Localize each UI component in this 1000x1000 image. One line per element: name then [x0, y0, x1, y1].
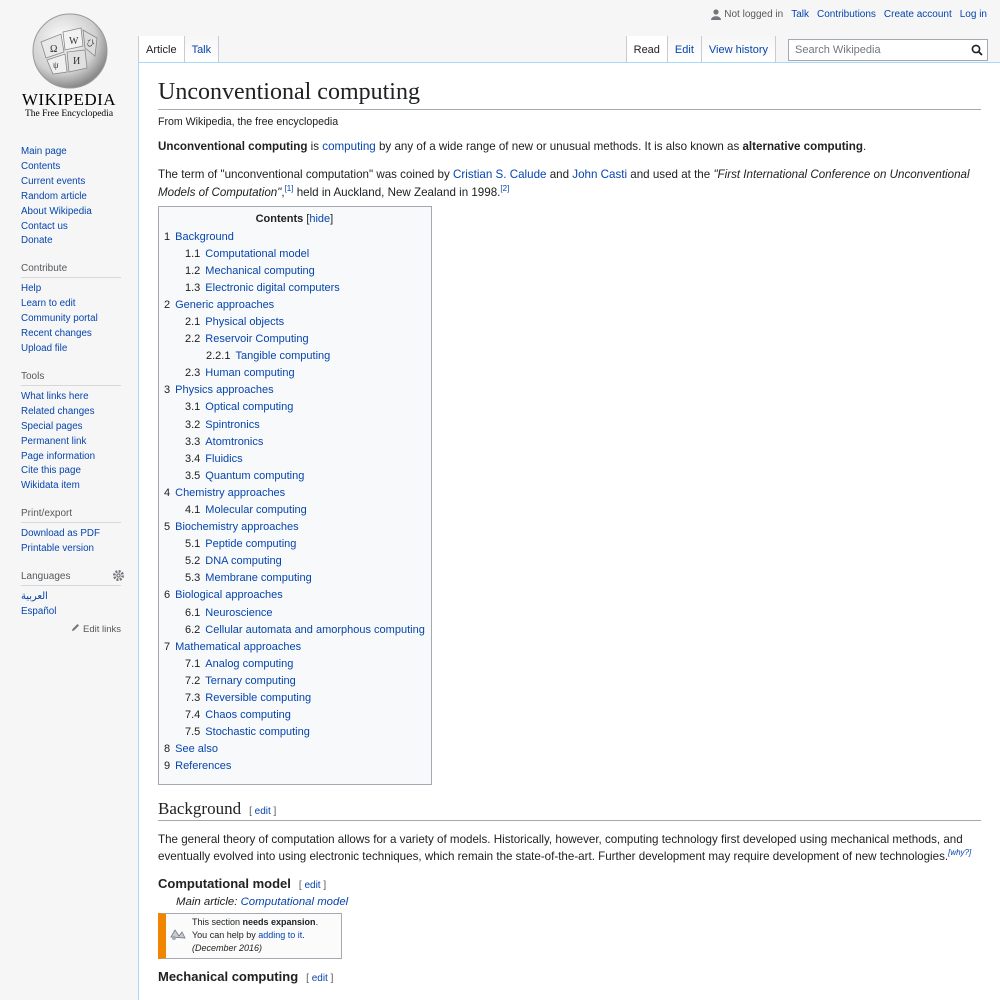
create-account-link[interactable]: Create account: [883, 9, 952, 20]
toc-link[interactable]: Membrane computing: [205, 572, 312, 585]
bold-term: Unconventional computing: [158, 139, 308, 153]
toc-item[interactable]: [164, 382, 425, 399]
toc-item[interactable]: [164, 348, 425, 365]
toc-link[interactable]: Neuroscience: [205, 606, 273, 619]
toc-item[interactable]: [164, 639, 425, 656]
toc-hide-link[interactable]: hide: [309, 212, 331, 225]
toc-number: 6.2: [185, 623, 201, 636]
toc-item[interactable]: [164, 536, 425, 553]
section-heading-computational-model: [158, 876, 981, 891]
sidebar-item-what-links-here[interactable]: What links here: [21, 390, 89, 402]
toc-link[interactable]: Human computing: [205, 367, 295, 380]
toc-number: 2.2: [185, 333, 201, 346]
toc-number: 2.2.1: [206, 350, 231, 363]
toc-item[interactable]: [164, 263, 425, 280]
search-placeholder: Search Wikipedia: [795, 44, 881, 56]
tab-read[interactable]: Read: [626, 36, 668, 62]
toc-item[interactable]: [164, 673, 425, 690]
toc-link[interactable]: DNA computing: [205, 555, 282, 568]
toc-number: 3.3: [185, 435, 201, 448]
edit-link[interactable]: edit: [311, 973, 328, 985]
toc-item[interactable]: [164, 365, 425, 382]
edit-section-computational-model[interactable]: [ edit ]: [298, 880, 327, 892]
edit-links[interactable]: [21, 623, 121, 635]
toc-item[interactable]: [164, 297, 425, 314]
toc-title: [164, 213, 425, 225]
text-run: is: [307, 139, 323, 153]
toc-number: 8: [164, 743, 171, 756]
toc-number: 5: [164, 521, 171, 534]
toc-link[interactable]: Optical computing: [205, 401, 294, 414]
adding-to-it-link[interactable]: adding to it: [258, 930, 303, 941]
bold-term: needs expansion: [242, 917, 316, 928]
sidebar-item-random-article[interactable]: Random article: [21, 190, 87, 202]
toc-list: [164, 229, 425, 776]
toc-link[interactable]: Physical objects: [205, 315, 285, 328]
ref-why[interactable]: [why?]: [948, 848, 972, 858]
toc-number: 2.3: [185, 367, 201, 380]
text-run: .: [302, 930, 305, 941]
article-content: [138, 62, 1000, 1000]
toc-number: 1.1: [185, 247, 201, 260]
toc-item[interactable]: [164, 690, 425, 707]
tab-view-history[interactable]: View history: [702, 36, 776, 62]
toc-item[interactable]: [164, 246, 425, 263]
toc-number: 5.2: [185, 555, 201, 568]
navigation-portal: [21, 145, 121, 249]
logo-tagline: The Free Encyclopedia: [24, 109, 114, 119]
toc-link[interactable]: Biological approaches: [175, 589, 283, 602]
anon-user: [711, 9, 783, 20]
text-run: ,: [281, 185, 285, 199]
text-run: .: [862, 139, 867, 153]
toc-item[interactable]: [164, 758, 425, 775]
ref-1[interactable]: [1]: [284, 183, 294, 193]
table-of-contents: [158, 206, 432, 785]
edit-section-background[interactable]: [ edit ]: [249, 805, 277, 817]
lead-paragraph-1: [158, 138, 981, 156]
text-run: held in Auckland, New Zealand in 1998.: [293, 185, 501, 199]
toc-link[interactable]: Peptide computing: [205, 538, 297, 551]
toc-number: 3.4: [185, 452, 201, 465]
personal-talk-link[interactable]: Talk: [791, 9, 809, 20]
toc-link[interactable]: Quantum computing: [205, 469, 305, 482]
sidebar-item-upload-file[interactable]: Upload file: [21, 342, 68, 354]
toc-item[interactable]: [164, 741, 425, 758]
toc-number: 3.2: [185, 418, 201, 431]
toc-item[interactable]: [164, 656, 425, 673]
sidebar-item-permanent-link[interactable]: Permanent link: [21, 435, 87, 447]
toc-number: 3.5: [185, 469, 201, 482]
text-run: and used at the: [627, 167, 714, 181]
toc-number: 3.1: [185, 401, 201, 414]
text-run: The general theory of computation allows for a variety of models. Historically, however, computing technology first developed using mechanical methods, and eventually evolved into using electronic techniques, which remain the state-of-the-art. Further development may require development of new technologies.: [158, 832, 963, 864]
toc-link[interactable]: Atomtronics: [205, 435, 264, 448]
main-article-link[interactable]: Computational model: [240, 896, 349, 909]
sidebar-item-related-changes[interactable]: Related changes: [21, 405, 95, 417]
heading-text: Mechanical computing: [158, 969, 299, 985]
toc-item[interactable]: [164, 707, 425, 724]
sidebar-item-main-page[interactable]: Main page: [21, 146, 67, 157]
toc-number: 7: [164, 640, 171, 653]
link-casti[interactable]: John Casti: [572, 167, 628, 181]
contributions-link[interactable]: Contributions: [817, 9, 876, 20]
toc-number: 3: [164, 384, 171, 397]
heading-text: Background: [158, 798, 242, 818]
toc-link[interactable]: Reversible computing: [205, 692, 312, 705]
sidebar-item-recent-changes[interactable]: Recent changes: [21, 328, 92, 340]
toc-link[interactable]: Chaos computing: [205, 709, 291, 722]
toc-number: 1: [164, 230, 171, 243]
italic-title: "First International Conference on Unconventional Models of Computation": [158, 167, 970, 199]
print-export-heading: Print/export: [21, 508, 121, 523]
sidebar: [21, 145, 121, 635]
toc-item[interactable]: [164, 570, 425, 587]
toc-link[interactable]: Molecular computing: [205, 504, 307, 516]
toc-link[interactable]: References: [175, 760, 232, 773]
gear-icon[interactable]: [112, 569, 125, 582]
toc-number: 4.1: [185, 504, 201, 516]
sidebar-item-printable-version[interactable]: Printable version: [21, 543, 94, 555]
toc-item[interactable]: [164, 605, 425, 622]
notice-text: [170, 916, 337, 954]
ref-2[interactable]: [2]: [500, 183, 510, 193]
toc-link[interactable]: Generic approaches: [175, 298, 275, 311]
sidebar-item-help[interactable]: Help: [21, 283, 42, 295]
toc-number: 7.2: [185, 674, 201, 687]
toc-link[interactable]: Background: [175, 230, 234, 243]
svg-text:W: W: [69, 36, 79, 47]
lead-paragraph-2: [158, 166, 981, 202]
toc-item[interactable]: [164, 468, 425, 485]
notice-date: (December 2016): [192, 942, 263, 953]
page-title: Unconventional computing: [158, 79, 981, 110]
toc-number: 1.3: [185, 281, 201, 294]
toc-link[interactable]: Electronic digital computers: [205, 281, 340, 294]
background-paragraph: [158, 831, 981, 867]
toc-link[interactable]: Reservoir Computing: [205, 333, 309, 346]
toc-item[interactable]: [164, 417, 425, 434]
toc-number: 2.1: [185, 315, 201, 328]
text-run: The term of "unconventional computation" was coined by: [158, 167, 454, 181]
languages-heading-label: Languages: [21, 571, 71, 583]
toc-link[interactable]: Spintronics: [205, 418, 260, 431]
search-input[interactable]: [788, 39, 988, 61]
sidebar-item-download-pdf[interactable]: Download as PDF: [21, 528, 100, 540]
text-run: You can help by: [192, 930, 259, 941]
not-logged-in-text: Not logged in: [724, 9, 784, 20]
sidebar-item-learn-to-edit[interactable]: Learn to edit: [21, 298, 76, 310]
toc-item[interactable]: [164, 399, 425, 416]
toc-number: 9: [164, 760, 171, 773]
edit-link[interactable]: edit: [304, 880, 321, 892]
toc-number: 7.4: [185, 709, 201, 722]
svg-text:ひ: ひ: [86, 38, 96, 48]
link-calude[interactable]: Cristian S. Calude: [453, 167, 547, 181]
tab-article[interactable]: Article: [138, 36, 185, 62]
bold-term: alternative computing: [742, 139, 863, 153]
sidebar-item-contents[interactable]: Contents: [21, 160, 61, 172]
toc-item[interactable]: [164, 314, 425, 331]
user-icon: [711, 9, 721, 20]
edit-section-mechanical[interactable]: [ edit ]: [306, 973, 334, 985]
sidebar-item-contact[interactable]: Contact us: [21, 220, 68, 232]
toc-number: 1.2: [185, 264, 201, 277]
wikipedia-logo[interactable]: [0, 0, 138, 130]
tab-talk[interactable]: Talk: [185, 36, 220, 62]
namespace-tabs: [138, 36, 219, 62]
toc-number: 5.3: [185, 572, 201, 585]
toc-number: 2: [164, 298, 171, 311]
logo-wordmark: WIKIPEDIA: [21, 90, 117, 109]
print-portal: [21, 527, 121, 557]
link-computing[interactable]: computing: [322, 139, 376, 153]
svg-text:Ω: Ω: [50, 44, 58, 55]
toc-link[interactable]: Mathematical approaches: [175, 640, 302, 653]
toc-number: 7.1: [185, 657, 201, 670]
heading-text: Computational model: [158, 876, 291, 892]
text-run: This section: [192, 917, 243, 928]
toc-item[interactable]: [164, 502, 425, 519]
sidebar-item-about[interactable]: About Wikipedia: [21, 205, 92, 217]
sidebar-item-donate[interactable]: Donate: [21, 235, 53, 247]
toc-link[interactable]: Biochemistry approaches: [175, 521, 299, 534]
toc-link[interactable]: Fluidics: [205, 452, 243, 465]
toc-link[interactable]: Ternary computing: [205, 674, 296, 687]
toc-number: 7.3: [185, 692, 201, 705]
svg-text:ψ: ψ: [53, 60, 59, 70]
toc-link[interactable]: Mechanical computing: [205, 264, 315, 277]
main-article-hatnote: [158, 896, 981, 908]
site-sub: From Wikipedia, the free encyclopedia: [158, 115, 339, 128]
toc-item[interactable]: [164, 553, 425, 570]
toc-link[interactable]: Physics approaches: [175, 384, 274, 397]
toc-item[interactable]: [164, 331, 425, 348]
sidebar-item-special-pages[interactable]: Special pages: [21, 420, 83, 432]
toc-link[interactable]: Stochastic computing: [205, 726, 310, 739]
expansion-notice: [158, 913, 342, 959]
tab-edit[interactable]: Edit: [668, 36, 702, 62]
languages-heading: [21, 571, 121, 586]
contribute-heading: Contribute: [21, 263, 121, 278]
languages-portal: [21, 590, 121, 620]
sidebar-item-current-events[interactable]: Current events: [21, 175, 86, 187]
edit-link[interactable]: edit: [254, 805, 271, 817]
view-tabs: [626, 36, 988, 62]
toc-item[interactable]: [164, 280, 425, 297]
toc-item[interactable]: [164, 451, 425, 468]
svg-text:И: И: [73, 56, 81, 67]
toc-link[interactable]: Analog computing: [205, 657, 294, 670]
sidebar-item-cite-this-page[interactable]: Cite this page: [21, 465, 81, 477]
tools-portal: [21, 390, 121, 494]
toc-item[interactable]: [164, 434, 425, 451]
toc-item[interactable]: [164, 622, 425, 639]
text-run: .: [315, 917, 319, 928]
sidebar-item-lang-spanish[interactable]: Español: [21, 605, 57, 617]
toc-item[interactable]: [164, 724, 425, 741]
hatnote-prefix: Main article:: [176, 896, 241, 909]
toc-item[interactable]: [164, 587, 425, 604]
pencil-icon: [71, 623, 80, 632]
sidebar-item-lang-arabic[interactable]: العربية: [21, 591, 48, 603]
expand-icon: [170, 927, 186, 941]
section-heading-mechanical-computing: [158, 969, 981, 984]
toc-link[interactable]: Cellular automata and amorphous computing: [205, 623, 425, 636]
text-run: by any of a wide range of new or unusual methods. It is also known as: [375, 139, 743, 153]
toc-item[interactable]: [164, 229, 425, 246]
sidebar-item-wikidata-item[interactable]: Wikidata item: [21, 480, 80, 492]
toc-number: 7.5: [185, 726, 201, 739]
tools-heading: Tools: [21, 371, 121, 386]
sidebar-item-page-information[interactable]: Page information: [21, 450, 96, 462]
text-run: and: [546, 167, 573, 181]
contribute-portal: [21, 282, 121, 357]
toc-number: 6: [164, 589, 171, 602]
toc-link[interactable]: Tangible computing: [235, 350, 331, 363]
toc-hide-toggle[interactable]: [hide]: [306, 212, 334, 225]
globe-icon: [31, 12, 109, 90]
toc-link[interactable]: Chemistry approaches: [175, 486, 286, 499]
personal-tools: [711, 9, 987, 20]
toc-link[interactable]: Computational model: [205, 247, 310, 260]
search-icon[interactable]: [971, 44, 983, 56]
toc-item[interactable]: [164, 485, 425, 502]
toc-link[interactable]: See also: [175, 743, 218, 756]
sidebar-item-community-portal[interactable]: Community portal: [21, 313, 98, 325]
toc-number: 4: [164, 486, 171, 499]
toc-title-label: Contents: [255, 212, 304, 225]
edit-links-label: Edit links: [82, 623, 121, 635]
toc-number: 6.1: [185, 606, 201, 619]
log-in-link[interactable]: Log in: [959, 9, 987, 20]
section-heading-background: [158, 799, 981, 821]
toc-number: 5.1: [185, 538, 201, 551]
toc-item[interactable]: [164, 519, 425, 536]
